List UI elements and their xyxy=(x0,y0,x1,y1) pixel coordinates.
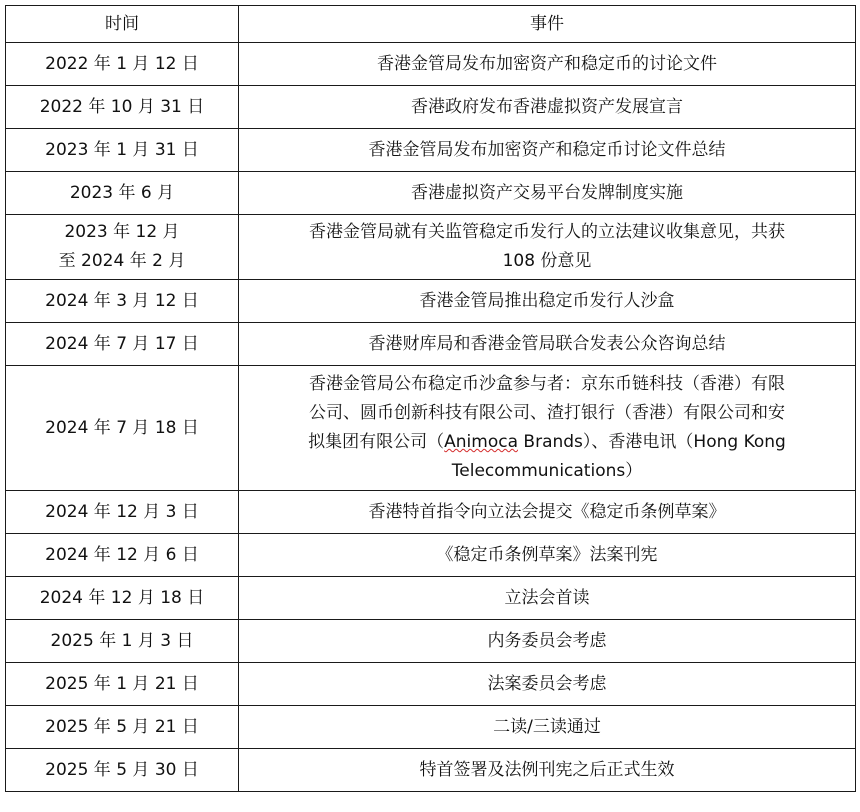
time-cell: 2025 年 1 月 3 日 xyxy=(6,620,239,663)
time-line: 至 2024 年 2 月 xyxy=(58,251,186,271)
header-event: 事件 xyxy=(239,6,856,43)
time-cell: 2024 年 12 月 6 日 xyxy=(6,534,239,577)
time-cell: 2022 年 1 月 12 日 xyxy=(6,43,239,86)
event-line: Telecommunications） xyxy=(451,461,643,481)
table-row xyxy=(6,620,856,663)
time-cell: 2024 年 7 月 17 日 xyxy=(6,323,239,366)
table-row xyxy=(6,215,856,280)
table-row xyxy=(6,706,856,749)
event-cell: 立法会首读 xyxy=(239,577,856,620)
time-cell: 2024 年 7 月 18 日 xyxy=(6,366,239,491)
event-cell: 香港金管局发布加密资产和稳定币的讨论文件 xyxy=(239,43,856,86)
event-cell: 香港虚拟资产交易平台发牌制度实施 xyxy=(239,172,856,215)
table-row xyxy=(6,663,856,706)
table-row xyxy=(6,323,856,366)
table-row xyxy=(6,86,856,129)
event-cell: 特首签署及法例刊宪之后正式生效 xyxy=(239,749,856,792)
time-cell xyxy=(6,215,239,280)
time-cell: 2023 年 6 月 xyxy=(6,172,239,215)
table-row xyxy=(6,43,856,86)
table-row xyxy=(6,366,856,491)
event-cell: 二读/三读通过 xyxy=(239,706,856,749)
event-line-part: Brands）、香港电讯（Hong Kong xyxy=(518,432,786,452)
event-cell: 香港金管局发布加密资产和稳定币讨论文件总结 xyxy=(239,129,856,172)
time-line: 2023 年 12 月 xyxy=(64,222,180,242)
event-cell: 香港金管局推出稳定币发行人沙盒 xyxy=(239,280,856,323)
event-line-part: 拟集团有限公司（ xyxy=(308,432,445,452)
event-cell: 法案委员会考虑 xyxy=(239,663,856,706)
time-cell: 2025 年 5 月 21 日 xyxy=(6,706,239,749)
event-cell: 《稳定币条例草案》法案刊宪 xyxy=(239,534,856,577)
time-cell: 2024 年 12 月 3 日 xyxy=(6,491,239,534)
table-row xyxy=(6,491,856,534)
header-row xyxy=(6,6,856,43)
time-cell: 2024 年 3 月 12 日 xyxy=(6,280,239,323)
time-cell: 2025 年 1 月 21 日 xyxy=(6,663,239,706)
table-row xyxy=(6,577,856,620)
event-cell: 香港特首指令向立法会提交《稳定币条例草案》 xyxy=(239,491,856,534)
event-cell: 内务委员会考虑 xyxy=(239,620,856,663)
event-cell xyxy=(239,215,856,280)
table-row xyxy=(6,129,856,172)
table-row xyxy=(6,172,856,215)
spellcheck-underlined-word: Animoca xyxy=(444,432,519,452)
timeline-table xyxy=(5,5,856,792)
time-cell: 2024 年 12 月 18 日 xyxy=(6,577,239,620)
time-cell: 2025 年 5 月 30 日 xyxy=(6,749,239,792)
table-row xyxy=(6,280,856,323)
time-cell: 2022 年 10 月 31 日 xyxy=(6,86,239,129)
event-line: 公司、圆币创新科技有限公司、渣打银行（香港）有限公司和安 xyxy=(309,403,785,423)
table-row xyxy=(6,534,856,577)
header-time: 时间 xyxy=(6,6,239,43)
time-cell: 2023 年 1 月 31 日 xyxy=(6,129,239,172)
event-line: 108 份意见 xyxy=(502,251,592,271)
event-cell xyxy=(239,366,856,491)
event-cell: 香港政府发布香港虚拟资产发展宣言 xyxy=(239,86,856,129)
event-line: 香港金管局公布稳定币沙盒参与者：京东币链科技（香港）有限 xyxy=(309,374,785,394)
event-line: 香港金管局就有关监管稳定币发行人的立法建议收集意见，共获 xyxy=(309,222,785,242)
table-row xyxy=(6,749,856,792)
event-cell: 香港财库局和香港金管局联合发表公众咨询总结 xyxy=(239,323,856,366)
